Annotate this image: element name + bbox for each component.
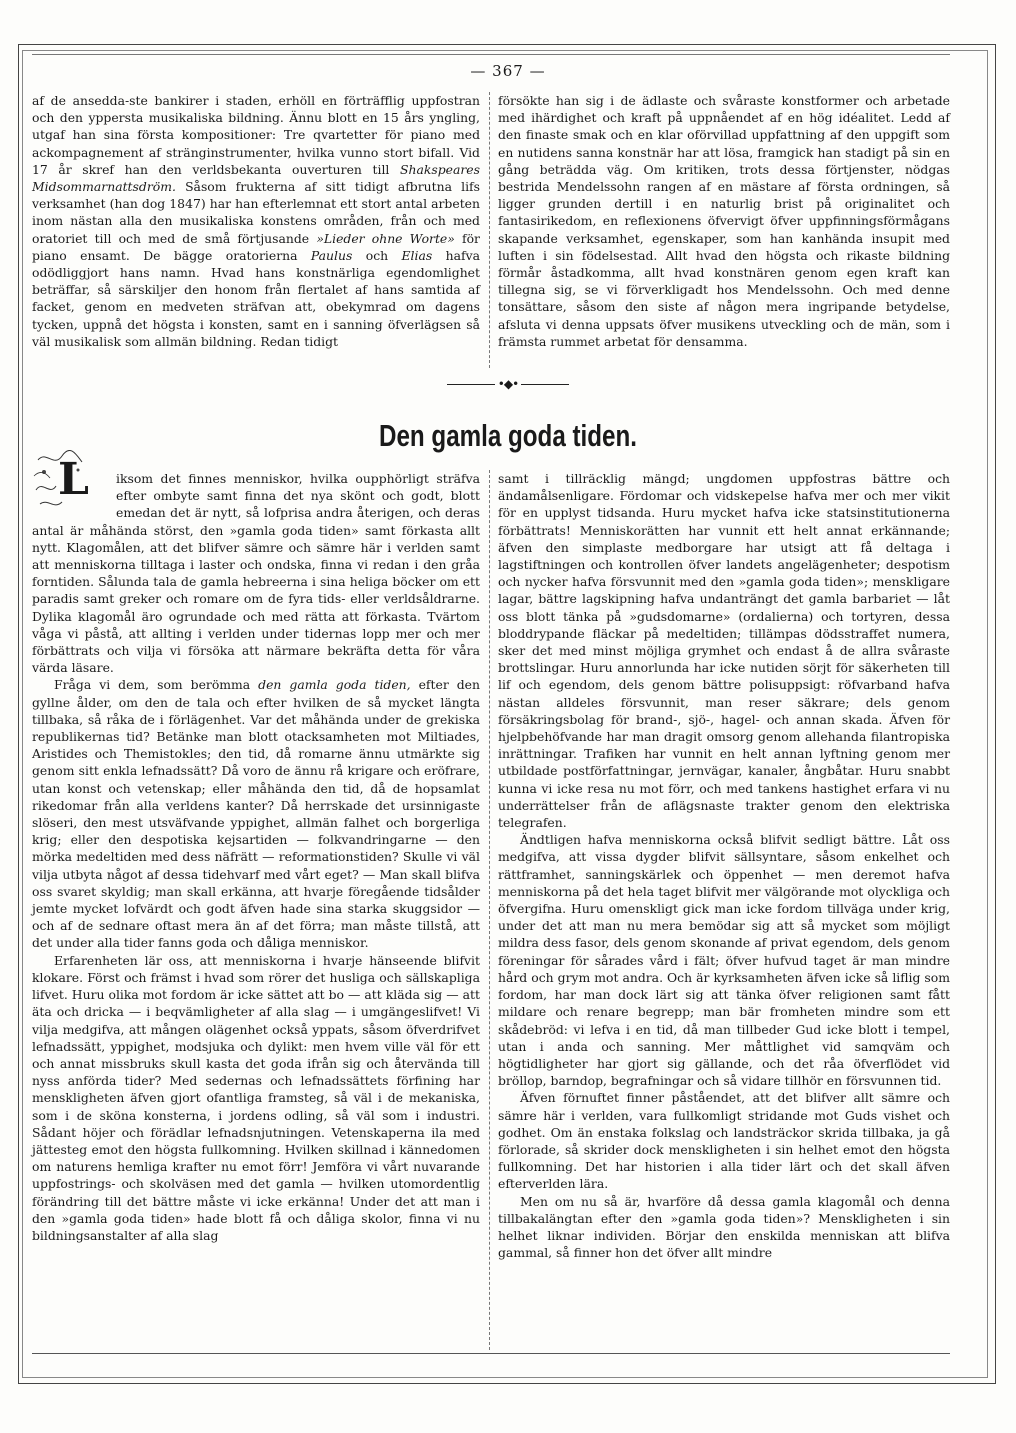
article1-left-paragraph: af de ansedda-ste bankirer i staden, erhöll en förträfflig uppfostran och den yppersta musikaliska bildning. Ännu blott en 15 års yngling, utgaf han sina första kompositioner: Tre qvartetter för piano med ackompagnement af stränginstrumenter, hvilka vunno stort bifall. Vid 17 år skref han den verldsbekanta ouverturen till Shakspeares Midsommarnattsdröm. Såsom frukterna af sitt tidigt afbrutna lifs verksamhet (han dog 1847) har han efterlemnat ett stort antal arbeten inom nästan alla den musikaliska konstens områden, från och med oratoriet till och med de små förtjusande »Lieder ohne Worte» för piano ensamt. De bägge oratorierna Paulus och Elias hafva odödliggjort hans namn. Hvad hans konstnärliga egendomlighet beträffar, så särskiljer den honom från flertalet af hans samtida af facket, genom en medveten sträfvan att, obekymrad om dagens tycken, uppnå det högsta i konsten, samt en i sanning öfverlägsen så väl musikalisk som allmän bildning. Redan tidigt: [32, 93, 480, 349]
top-rule: [32, 54, 950, 55]
section-divider-ornament: [0, 378, 1016, 390]
article2-left-paragraph-1: L iksom det finnes menniskor, hvilka oupphörligt sträfva efter ombyte samt finna det nya skönt och godt, blott emedan det är nytt, så lofprisa andra återigen, och deras antal är måhända störst, den »gamla goda tiden» samt förkasta allt nytt. Klagomålen, att det blifver sämre och sämre här i verlden samt att menniskorna tilltaga i laster och ondska, finna vi redan i den gråa forntiden. Sålunda tala de gamla hebreerna i sina heliga böcker om ett paradis samt greker och romare om de fyra tids- eller verldsåldrarne. Dylika klagomål äro ogrundade och med rätta att förkasta. Tvärtom våga vi påstå, att allting i verlden under tidernas lopp mer och mer förbättrats och vilja vi försöka att närmare bekräfta detta för våra värda läsare.: [32, 470, 480, 676]
ornament-glyph: •◆•: [497, 377, 519, 391]
bottom-rule: [32, 1353, 950, 1354]
article2-left-paragraph-3: Erfarenheten lär oss, att menniskorna i hvarje hänseende blifvit klokare. Först och främst i hvad som rörer det husliga och sällskapliga lifvet. Huru olika mot fordom är icke sättet att bo — att kläda sig — att äta och dricka — i beqvämligheter af alla slag — i umgängeslifvet! Vi vilja medgifva, att mången olägenhet också yppats, såsom öfverdrifvet lefnadssätt, yppighet, modsjuka och dylikt: men hvem ville väl för ett och annat missbruks skull kasta det goda ifrån sig och återvända till nyss anförda tider? Med sedernas och lefnadssättets förfining har menskligheten äfven gjort ofantliga framsteg, så väl i de mekaniska, som i de sköna konsterna, i jordens odling, så väl som i industri. Sådant höjer och förädlar lefnadsnjutningen. Vetenskaperna ila med jättesteg emot den högsta fullkomning. Hvilken skillnad i kännedomen om naturens hemliga krafter nu emot förr! Jemföra vi vårt nuvarande uppfostrings- och skolväsen med det gamla — hvilken utomordentlig förändring till det bättre måste vi icke erkänna! Under det att man i den »gamla goda tiden» hade blott få och dåliga skolor, finna vi nu bildningsanstalter af alla slag: [32, 952, 480, 1243]
article2-right-paragraph-2: Ändtligen hafva menniskorna också blifvit sedligt bättre. Låt oss medgifva, att vissa dygder blifvit sällsyntare, såsom enkelhet och rättframhet, sanningskärlek och öppenhet — men deremot hafva menniskorna på det hela taget blifvit mer välgörande mot olyckliga och öfvergifna. Huru omenskligt gick man icke fordom tillväga under krig, under det att man nu mera bemödar sig att så mycket som möjligt mildra dess fasor, dels genom skonande af privat egendom, dels genom föreningar för sårades vård i fält; öfver hufvud taget är man mindre hård och grym mot andra. Och är kyrksamheten äfven icke så liflig som fordom, har man dock lärt sig att tänka öfver religionen samt fått mildare och renare begrepp; man bär fromheten mindre som ett skådebröd: vi lefva i en tid, då man tillbeder Gud icke blott i tempel, utan i anda och sanning. Mer måttlighet vid samqväm och högtidligheter har gjort sig gällande, och det råa öfverflödet vid bröllop, barndop, begrafningar och så vidare tillhör en försvunnen tid.: [498, 832, 950, 1089]
article1-right-paragraph: försökte han sig i de ädlaste och svåraste konstformer och arbetade med ihärdighet och kraft på uppnåendet af en hög idéalitet. Ledd af den finaste smak och en klar oförvillad uppfattning af den uppgift som en nutidens sanna konstnär har att lösa, framgick han stadigt på sin en gång beträdda väg. Om kritiken, trots dessa förtjenster, nödgas bestrida Mendelssohn rangen af en mästare af första ordningen, så ligger grunden dertill i en naturlig brist på originalitet och fantasirikedom, en reflexionens öfvervigt öfver uppfinningsförmågans skapande verksamhet, egenskaper, som han kanhända insupit med luften i sin födelsestad. Allt hvad den högsta och rikaste bildning förmår åstadkomma, allt hvad konstnären genom egen kraft kan tillegna sig, se vi förverkligadt hos Mendelssohn. Och med denne tonsättare, såsom den siste af någon mera ingripande betydelse, afsluta vi denna uppsats öfver musikens utveckling och de män, som i främsta rummet arbetat för densamma.: [498, 93, 950, 349]
article2-right-paragraph-1: samt i tillräcklig mängd; ungdomen uppfostras bättre och ändamålsenligare. Fördomar och vidskepelse hafva mer och mer vikit för en upplyst tidsanda. Huru mycket hafva icke statsinstitutionerna förbättrats! Menniskorätten har vunnit ett helt annat erkännande; äfven den simplaste medborgare har utsigt att få deltaga i lagstiftningen och kontrollen öfver landets angelägenheter; despotism och nycker hafva försvunnit med den »gamla goda tiden»; menskligare lagar, bättre lagskipning hafva undanträngt det gamla barbariet — låt oss blott tänka på »gudsdomarne» (ordalierna) och tortyren, dessa bloddrypande fläckar på medeltiden; tillämpas dödsstraffet numera, sker det med minst möjliga grymhet och endast å de allra svåraste brottslingar. Huru annorlunda har icke nutiden sörjt för säkerheten till lif och egendom, dels genom bättre polisuppsigt: röfvarband hafva nästan alldeles försvunnit, man reser säkrare; dels genom försäkringsbolag för brand-, sjö-, hagel- och annan skada. Äfven för hjelpbehöfvande har man dragit omsorg genom allehanda filantropiska inrättningar. Trafiken har vunnit en helt annan lyftning genom mer utbildade postförfattningar, jernvägar, kanaler, ångbåtar. Huru snabbt kunna vi icke resa nu mot förr, och med tankens hastighet erfara vi nu underrättelser från de aflägsnaste trakter genom den elektriska telegrafen.: [498, 471, 950, 831]
dropcap-letter: L: [58, 454, 89, 505]
article-title: Den gamla goda tiden.: [379, 418, 637, 453]
article2-right-paragraph-3: Äfven förnuftet finner påståendet, att det blifver allt sämre och sämre här i verlden, vara fullkomligt stridande mot Guds vishet och godhet. Om än enstaka folkslag och landsträckor skrida tillbaka, ja gå förlorade, så skrider dock menskligheten i sin helhet emot den högsta fullkomning. Det har historien i alla tider lärt och det skall äfven efterverlden lära.: [498, 1090, 950, 1192]
article2-right-column: [498, 470, 950, 1261]
page-number: — 367 —: [470, 62, 546, 80]
article2-left-column: [32, 454, 480, 1244]
column-divider-top: [489, 92, 490, 368]
ornament-line-left: [447, 384, 495, 385]
article1-right-column: [498, 92, 950, 350]
article2-left-paragraph-2: Fråga vi dem, som berömma den gamla goda tiden, efter den gyllne ålder, om den de tala och efter hvilken de så mycket längta tillbaka, så råka de i förlägenhet. Var det måhända under de grekiska republikernas tid? Betänke man blott otacksamheten mot Miltiades, Aristides och Themistokles; den tid, då romarne ännu utmärkte sig genom sitt enkla lefnadssätt? Då voro de ännu rå krigare och eröfrare, utan konst och vetenskap; eller måhända den tid, då de hopsamlat rikedomar från alla verldens kanter? Då herrskade det ursinnigaste slöseri, den mest utsväfvande yppighet, allmän falhet och borgerliga krig; eller den despotiska kejsartiden — folkvandringarne — den mörka medeltiden med dess näfrätt — reformationstiden? Skulle vi väl vilja utbyta något af dessa tidehvarf med vårt eget? — Man skall blifva oss svaret skyldig; man skall erkänna, att hvarje föregående tidsålder jemte mycket lofvärdt och godt äfven hade sina starka skuggsidor — och af de sednare oftast mera än af det förra; man måste tillstå, att det under alla tider fanns goda och dåliga menniskor.: [32, 677, 480, 951]
article2-right-paragraph-4: Men om nu så är, hvarföre då dessa gamla klagomål och denna tillbakalängtan efter den »gamla goda tiden»? Menskligheten i sin helhet liknar individen. Börjar den enskilda menniskan att blifva gammal, så finner hon det öfver allt mindre: [498, 1193, 950, 1261]
dropcap-ornament: [32, 450, 112, 506]
article1-left-column: [32, 92, 480, 350]
ornament-line-right: [521, 384, 569, 385]
column-divider-bottom: [489, 470, 490, 1350]
